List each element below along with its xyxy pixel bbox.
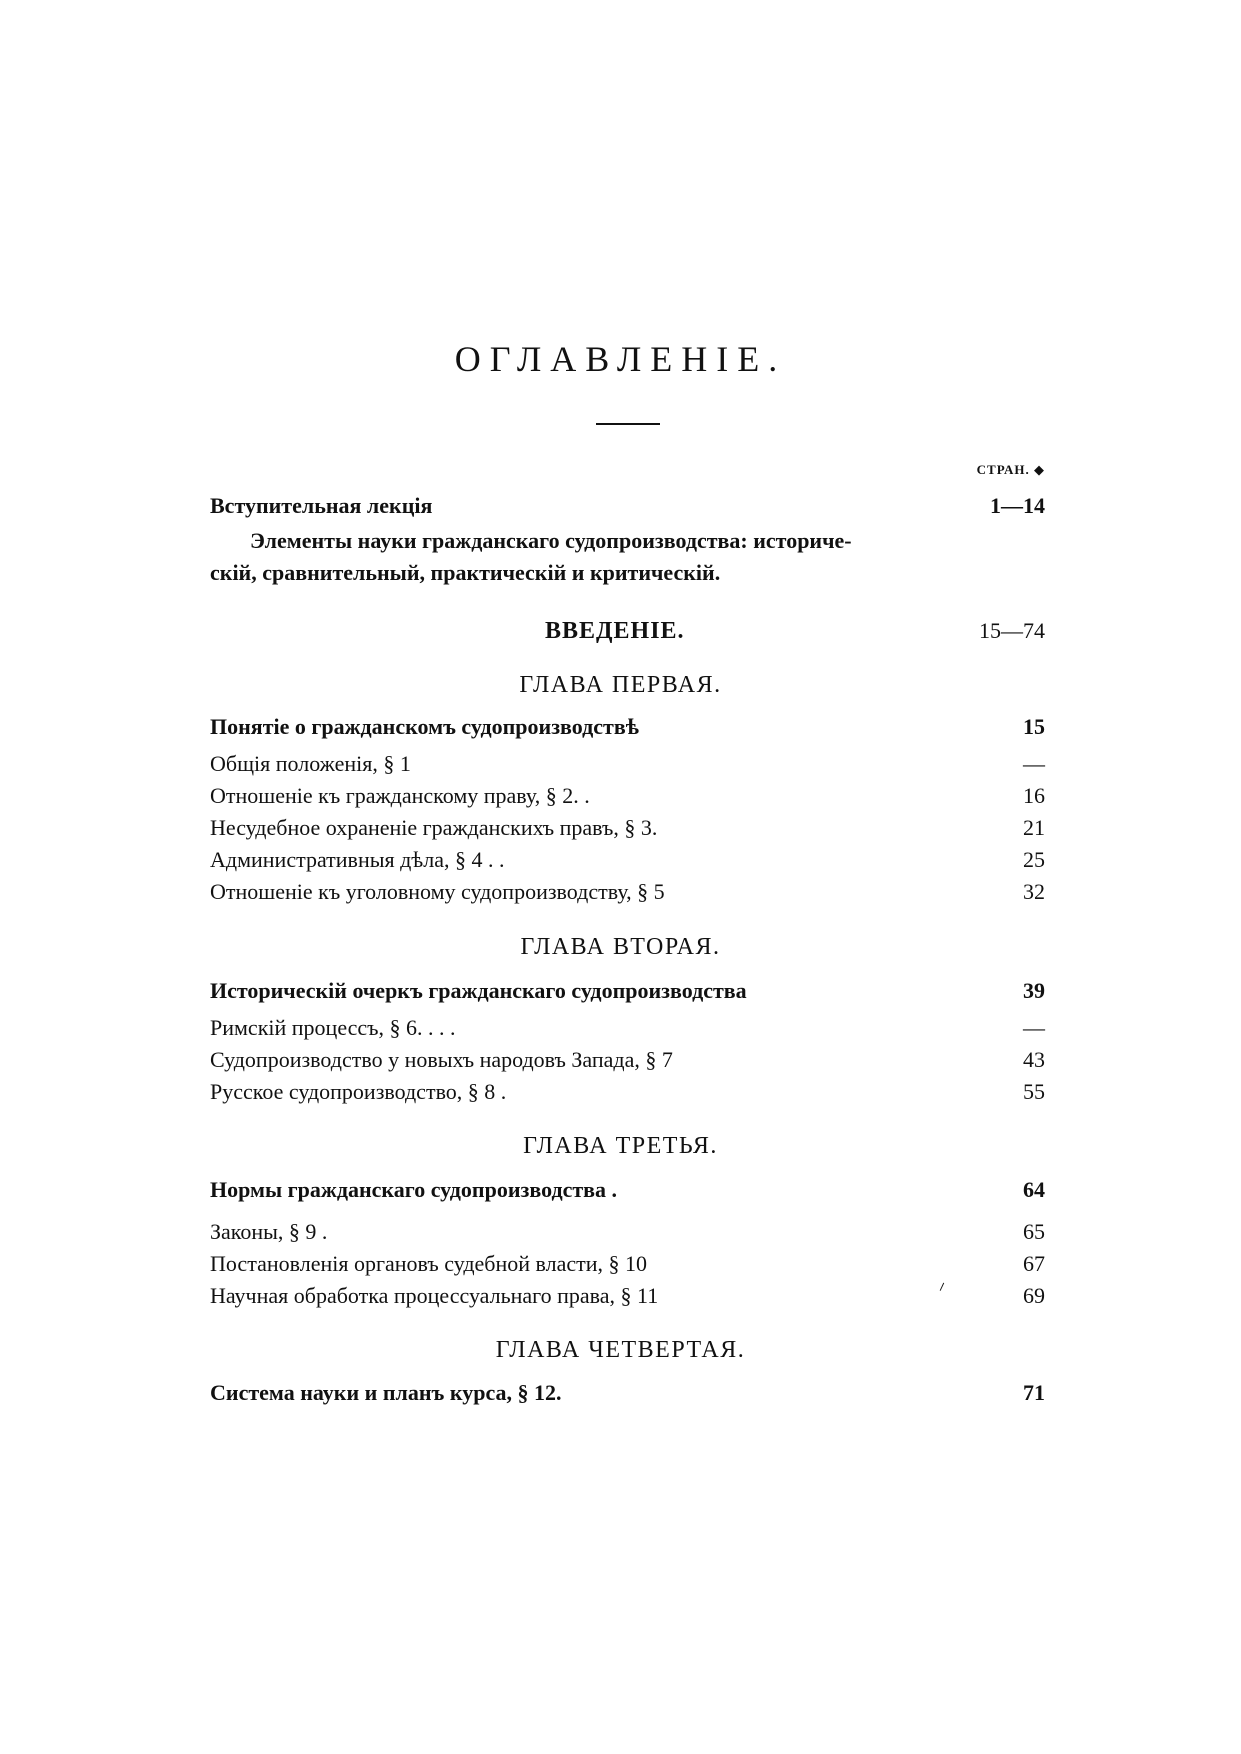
toc-entry-page: 65 [1023,1219,1045,1244]
toc-entry-page: 21 [1023,815,1045,840]
toc-entry-page: 32 [1023,879,1045,904]
chapter-2-main-entry[interactable] [210,975,1045,1007]
toc-entry-page: 64 [1023,1177,1045,1202]
toc-entry[interactable] [210,844,1045,876]
chapter-1-main-entry[interactable] [210,711,1045,743]
toc-entry-label: Вступительная лекція [210,493,433,518]
toc-entry-label: Общія положенія, § 1 [210,751,411,776]
toc-entry-page: — [1023,1015,1045,1040]
toc-entry-introduction[interactable] [210,615,1045,647]
toc-entry-page: 15 [1023,714,1045,739]
toc-entry-label: Историческій очеркъ гражданскаго судопроизводства [210,978,747,1003]
toc-entry-label: Отношеніе къ гражданскому праву, § 2. . [210,783,590,808]
ink-mark: ⸝ [932,1272,949,1294]
toc-entry[interactable] [210,1044,1045,1076]
toc-entry-label: Понятіе о гражданскомъ судопроизводствѣ [210,714,639,739]
chapter-1-heading: ГЛАВА ПЕРВАЯ. [519,672,722,698]
toc-entry-page: — [1023,751,1045,776]
toc-entry-label: Система науки и планъ курса, § 12. [210,1380,562,1405]
toc-entry-label: Отношеніе къ уголовному судопроизводству, § 5 [210,879,665,904]
toc-entry-label: Научная обработка процессуальнаго права, § 11 [210,1283,659,1308]
toc-entry[interactable] [210,1076,1045,1108]
chapter-3-main-entry[interactable] [210,1174,1045,1206]
chapter-2-heading: ГЛАВА ВТОРАЯ. [520,934,721,960]
toc-entry[interactable] [210,1248,1045,1280]
toc-entry[interactable] [210,812,1045,844]
page-column-header: СТРАН. ◆ [976,462,1045,477]
toc-entry[interactable] [210,1216,1045,1248]
toc-entry-page: 39 [1023,978,1045,1003]
toc-entry[interactable] [210,780,1045,812]
toc-entry[interactable] [210,1012,1045,1044]
title-rule [596,423,660,425]
toc-entry-page: 67 [1023,1251,1045,1276]
chapter-4-heading: ГЛАВА ЧЕТВЕРТАЯ. [495,1337,746,1363]
toc-entry-label: Римскій процессъ, § 6. . . . [210,1015,456,1040]
intro-description-line2: скій, сравнительный, практическій и критическій. [210,560,721,585]
toc-entry-page: 69 [1023,1283,1045,1308]
toc-entry[interactable] [210,876,1045,908]
toc-entry-page: 43 [1023,1047,1045,1072]
toc-entry-label: Административныя дѣла, § 4 . . [210,847,505,872]
introduction-label: ВВЕДЕНIЕ. [545,618,685,644]
toc-entry-label: Судопроизводство у новыхъ народовъ Запада, § 7 [210,1047,673,1072]
introduction-pages: 15—74 [979,618,1045,643]
toc-entry-page: 71 [1023,1380,1045,1405]
intro-description-line1: Элементы науки гражданскаго судопроизводства: историче- [250,528,852,553]
toc-entry-label: Несудебное охраненіе гражданскихъ правъ, § 3. [210,815,658,840]
toc-entry-label: Постановленія органовъ судебной власти, § 10 [210,1251,648,1276]
toc-entry-label: Законы, § 9 . [210,1219,328,1244]
chapter-4-main-entry[interactable] [210,1377,1045,1409]
toc-entry[interactable] [210,748,1045,780]
toc-entry-label: Русское судопроизводство, § 8 . [210,1079,507,1104]
toc-entry-intro-lecture[interactable] [210,490,1045,522]
toc-entry[interactable] [210,1280,1045,1312]
toc-entry-page: 55 [1023,1079,1045,1104]
toc-entry-page: 1—14 [990,493,1045,518]
toc-entry-page: 25 [1023,847,1045,872]
toc-entry-label: Нормы гражданскаго судопроизводства . [210,1177,618,1202]
toc-entry-page: 16 [1023,783,1045,808]
chapter-3-heading: ГЛАВА ТРЕТЬЯ. [523,1133,718,1159]
page-title: ОГЛАВЛЕНIЕ. [454,339,787,379]
